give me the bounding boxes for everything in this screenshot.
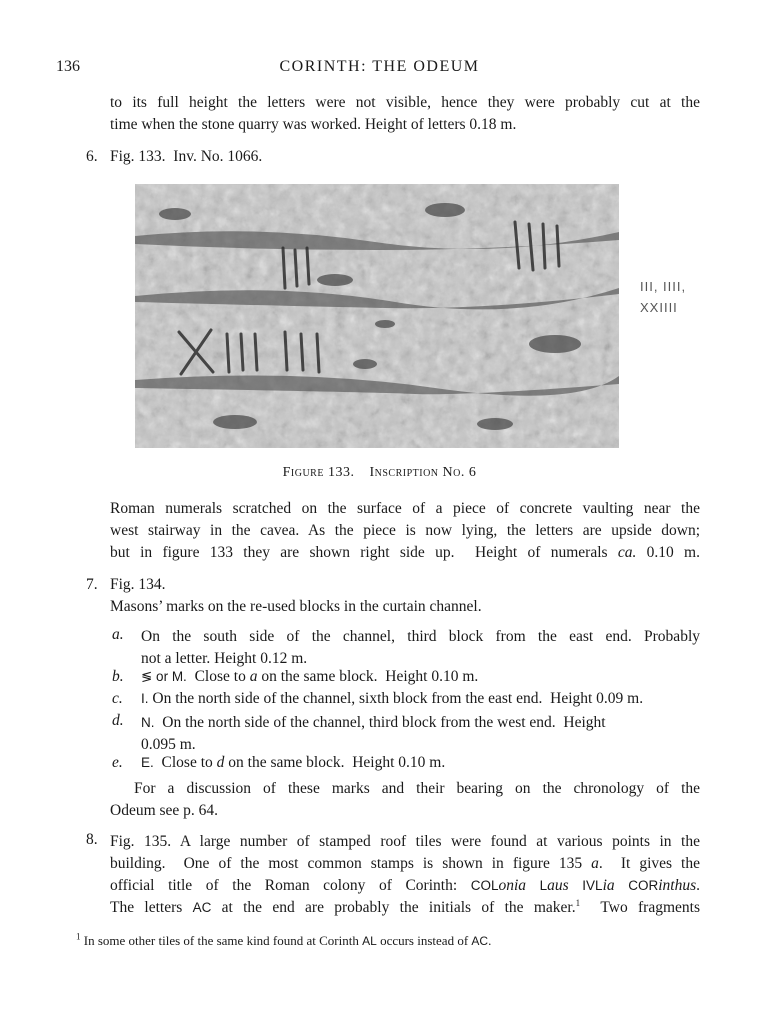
text-line: to its full height the letters were not visible, hence they were probably cut at the	[110, 94, 700, 111]
text-italic: onia	[498, 877, 527, 894]
text-italic: ca.	[617, 544, 637, 561]
mason-mark: I.	[141, 691, 149, 706]
footnote-number: 1	[76, 931, 81, 942]
stamp-letters: IVL	[582, 878, 603, 893]
item-heading: Fig. 134.	[110, 576, 166, 593]
text-line	[110, 853, 700, 875]
stamp-letters: COL	[470, 878, 499, 893]
text-italic: d	[216, 754, 225, 771]
mason-mark: ≶ or M.	[141, 669, 187, 684]
text-span: building. One of the most common stamps is shown in figure 135	[110, 855, 592, 872]
numerals-transcription	[640, 276, 700, 318]
text-line	[141, 712, 700, 734]
sub-item	[141, 668, 478, 686]
text-line	[110, 897, 700, 919]
text-italic: aus	[547, 877, 569, 894]
sub-label: e.	[112, 754, 123, 771]
sub-label: c.	[112, 690, 123, 707]
stamp-letters: L	[539, 878, 548, 893]
text-span: Two fragments	[580, 899, 700, 916]
discussion-paragraph	[110, 778, 700, 822]
item-number: 8.	[86, 831, 98, 848]
text-line: Roman numerals scratched on the surface of a piece of concrete vaulting near the	[110, 500, 700, 517]
text-line: time when the stone quarry was worked. Height of letters 0.18 m.	[110, 116, 517, 133]
sub-label: b.	[112, 668, 124, 685]
stamp-letters: COR	[628, 878, 659, 893]
text-span: The letters	[110, 899, 193, 916]
item-number: 7.	[86, 576, 98, 593]
text-line: 0.095 m.	[141, 736, 196, 753]
item-intro: Masons’ marks on the re-used blocks in the curtain channel.	[110, 598, 482, 615]
sub-item	[141, 754, 445, 772]
sub-label: d.	[112, 712, 124, 729]
text-italic: inthus	[658, 877, 697, 894]
text-span: on the same block. Height 0.10 m.	[224, 754, 446, 771]
sub-label: a.	[112, 626, 124, 643]
body-paragraph	[110, 498, 700, 564]
inscription-photo	[135, 184, 619, 448]
body-paragraph	[110, 831, 700, 919]
text-line: west stairway in the cavea. As the piece is now lying, the letters are upside down;	[110, 522, 700, 539]
figure-caption	[0, 464, 759, 481]
text-line: not a letter. Height 0.12 m.	[141, 650, 308, 667]
footnote-ref: 1	[575, 897, 581, 908]
stamp-letters: AC	[471, 934, 489, 948]
text-italic: a	[249, 668, 258, 685]
numerals-line: III, IIII,	[640, 279, 687, 294]
text-span: but in figure 133 they are shown right side up. Height of numerals	[110, 544, 618, 561]
text-span: Close to	[186, 668, 250, 685]
item-heading: Fig. 133. Inv. No. 1066.	[110, 148, 263, 165]
text-span: occurs instead of	[376, 933, 472, 948]
text-italic: ia	[602, 877, 615, 894]
caption-text: Inscription No. 6	[369, 465, 477, 480]
text-span: .	[488, 933, 492, 948]
caption-prefix: Figure 133.	[282, 465, 355, 480]
stamp-letters: AL	[362, 934, 377, 948]
mason-mark: N.	[141, 715, 155, 730]
text-span: Close to	[153, 754, 217, 771]
text-line: On the south side of the channel, third block from the east end. Probably	[141, 628, 700, 645]
text-line: Odeum see p. 64.	[110, 802, 219, 819]
text-span: . It gives the	[598, 855, 700, 872]
concrete-surface-image	[135, 184, 619, 448]
sub-item	[141, 690, 643, 708]
stamp-letters: AC	[192, 900, 212, 915]
numerals-line: XXIIII	[640, 300, 678, 315]
body-paragraph	[110, 92, 700, 136]
text-span: on the same block. Height 0.10 m.	[257, 668, 479, 685]
text-span: 0.10 m.	[636, 544, 700, 561]
text-span: On the north side of the channel, third block from the west end. Height	[154, 714, 606, 731]
text-line: official title of the Roman colony of Corinth: COLonia Laus IVLia CORinthus.	[110, 877, 700, 894]
text-line	[110, 542, 700, 564]
sub-item	[141, 712, 700, 756]
page-number: 136	[56, 58, 80, 75]
sub-item	[141, 626, 700, 670]
text-span: official title of the Roman colony of Corinth:	[110, 877, 471, 894]
text-line: Fig. 135. A large number of stamped roof tiles were found at various points in the	[110, 833, 700, 850]
footnote	[76, 932, 716, 950]
text-italic: a	[591, 855, 599, 872]
running-head: CORINTH: THE ODEUM	[279, 58, 480, 75]
text-span: In some other tiles of the same kind found at Corinth	[80, 933, 363, 948]
text-span: at the end are probably the initials of the maker.	[211, 899, 576, 916]
mason-mark: E.	[141, 755, 154, 770]
item-number: 6.	[86, 148, 98, 165]
text-line: For a discussion of these marks and their bearing on the chronology of the	[134, 780, 700, 797]
text-span: On the north side of the channel, sixth block from the east end. Height 0.09 m.	[148, 690, 644, 707]
